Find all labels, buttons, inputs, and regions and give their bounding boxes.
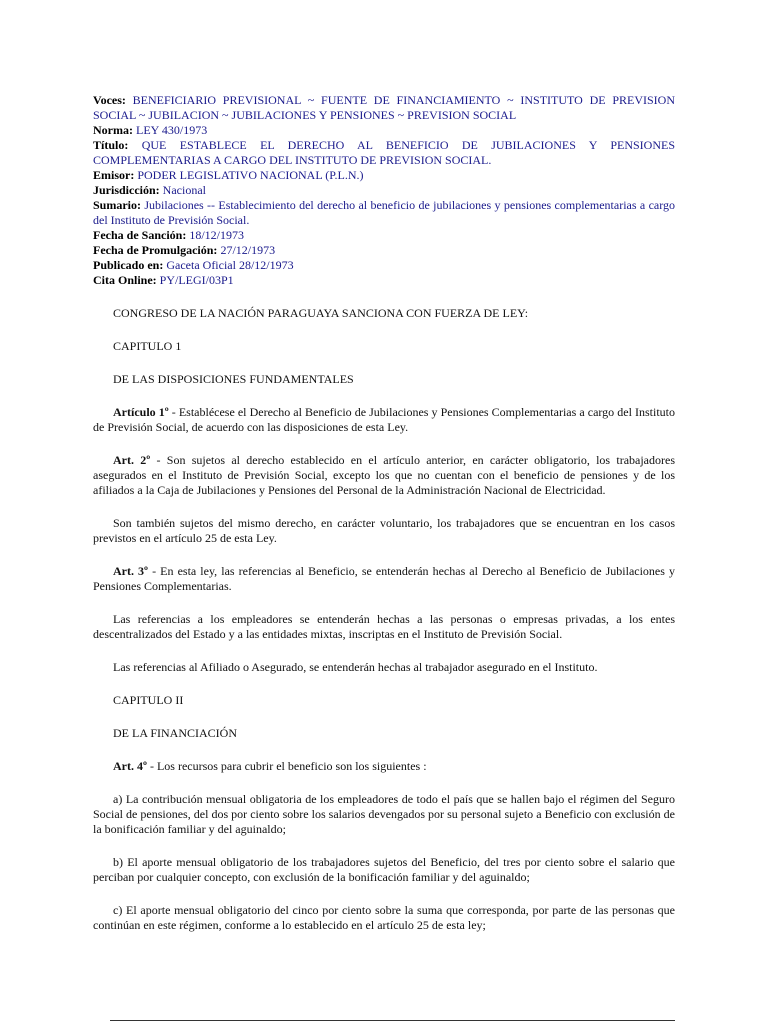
voces-row: [93, 93, 675, 123]
article-4-item-b: b) El aporte mensual obligatorio de los trabajadores sujetos del Beneficio, del tres por ciento sobre el salario que perciban por cualquier concepto, con exclusión de la bonificación familiar y del aguinaldo;: [93, 855, 675, 884]
metadata-block: [93, 93, 675, 288]
cita-value[interactable]: PY/LEGI/03P1: [159, 273, 234, 287]
promulgacion-value[interactable]: 27/12/1973: [220, 243, 276, 257]
article-4: [93, 759, 675, 774]
article-3-paragraph-3: Las referencias al Afiliado o Asegurado, se entenderán hechas al trabajador asegurado en el Instituto.: [113, 660, 598, 674]
article-3-paragraph-2: Las referencias a los empleadores se entenderán hechas a las personas o empresas privadas, a los entes descentralizados del Estado y a las entidades mixtas, inscriptas en el Instituto de Previsión Social.: [93, 612, 675, 641]
article-3-text: - En esta ley, las referencias al Beneficio, se entenderán hechas al Derecho al Beneficio de Jubilaciones y Pensiones Complementarias.: [93, 564, 676, 593]
document-page: [93, 93, 675, 933]
article-2-label: Art. 2º: [113, 453, 151, 467]
publicado-value[interactable]: Gaceta Oficial 28/12/1973: [166, 258, 294, 272]
titulo-value[interactable]: QUE ESTABLECE EL DERECHO AL BENEFICIO DE JUBILACIONES Y PENSIONES COMPLEMENTARIAS A CARGO DEL INSTITUTO DE PREVISION SOCIAL.: [93, 138, 676, 167]
cita-row: [93, 273, 675, 288]
promulgacion-row: [93, 243, 675, 258]
jurisdiccion-row: [93, 183, 675, 198]
article-1-text: - Establécese el Derecho al Beneficio de Jubilaciones y Pensiones Complementarias a cargo del Instituto de Previsión Social, de acuerdo con las disposiciones de esta Ley.: [93, 405, 675, 434]
article-1-label: Artículo 1º: [113, 405, 169, 419]
sumario-row: [93, 198, 675, 228]
voces-label: Voces:: [93, 93, 126, 107]
congreso-heading: CONGRESO DE LA NACIÓN PARAGUAYA SANCIONA CON FUERZA DE LEY:: [113, 306, 529, 320]
publicado-row: [93, 258, 675, 273]
article-4-label: Art. 4º: [113, 759, 147, 773]
jurisdiccion-label: Jurisdicción:: [93, 183, 160, 197]
emisor-row: [93, 168, 675, 183]
footnote-divider: [110, 1020, 675, 1021]
law-body: [93, 306, 675, 933]
capitulo-2-title: DE LA FINANCIACIÓN: [113, 726, 237, 740]
jurisdiccion-value[interactable]: Nacional: [162, 183, 206, 197]
promulgacion-label: Fecha de Promulgación:: [93, 243, 218, 257]
sumario-value[interactable]: Jubilaciones -- Establecimiento del derecho al beneficio de jubilaciones y pensiones complementarias a cargo del Instituto de Previsión Social.: [93, 198, 676, 227]
sancion-value[interactable]: 18/12/1973: [189, 228, 245, 242]
titulo-row: [93, 138, 675, 168]
sumario-label: Sumario:: [93, 198, 141, 212]
publicado-label: Publicado en:: [93, 258, 164, 272]
article-2-paragraph-2: Son también sujetos del mismo derecho, en carácter voluntario, los trabajadores que se encuentran en los casos previstos en el artículo 25 de esta Ley.: [93, 516, 675, 545]
capitulo-2-heading: CAPITULO II: [113, 693, 184, 707]
norma-label: Norma:: [93, 123, 133, 137]
article-4-item-a: a) La contribución mensual obligatoria de los empleadores de todo el país que se hallen bajo el régimen del Seguro Social de pensiones, del dos por ciento sobre los salarios devengados por su personal sujeto a Beneficio con exclusión de la bonificación familiar y del aguinaldo;: [93, 792, 675, 836]
titulo-label: Título:: [93, 138, 129, 152]
article-2-text: - Son sujetos al derecho establecido en el artículo anterior, en carácter obligatorio, los trabajadores asegurados en el Instituto de Previsión Social, excepto los que no cuentan con el beneficio de pensiones y de los afiliados a la Caja de Jubilaciones y Pensiones del Personal de la Administración Nacional de Electricidad.: [93, 453, 675, 497]
article-3: [93, 564, 675, 594]
norma-value[interactable]: LEY 430/1973: [135, 123, 208, 137]
article-2: [93, 453, 675, 498]
emisor-label: Emisor:: [93, 168, 135, 182]
article-3-label: Art. 3º: [113, 564, 149, 578]
article-4-item-c: c) El aporte mensual obligatorio del cinco por ciento sobre la suma que corresponda, por parte de las personas que continúan en este régimen, conforme a lo establecido en el artículo 25 de esta ley;: [93, 903, 675, 932]
voces-value[interactable]: BENEFICIARIO PREVISIONAL ~ FUENTE DE FINANCIAMIENTO ~ INSTITUTO DE PREVISION SOCIAL ~ JUBILACION ~ JUBILACIONES Y PENSIONES ~ PREVISION SOCIAL: [93, 93, 676, 122]
emisor-value[interactable]: PODER LEGISLATIVO NACIONAL (P.L.N.): [137, 168, 364, 182]
capitulo-1-heading: CAPITULO 1: [113, 339, 182, 353]
article-4-text: - Los recursos para cubrir el beneficio son los siguientes :: [146, 759, 427, 773]
article-1: [93, 405, 675, 435]
capitulo-1-title: DE LAS DISPOSICIONES FUNDAMENTALES: [113, 372, 354, 386]
sancion-row: [93, 228, 675, 243]
cita-label: Cita Online:: [93, 273, 157, 287]
sancion-label: Fecha de Sanción:: [93, 228, 187, 242]
norma-row: [93, 123, 675, 138]
